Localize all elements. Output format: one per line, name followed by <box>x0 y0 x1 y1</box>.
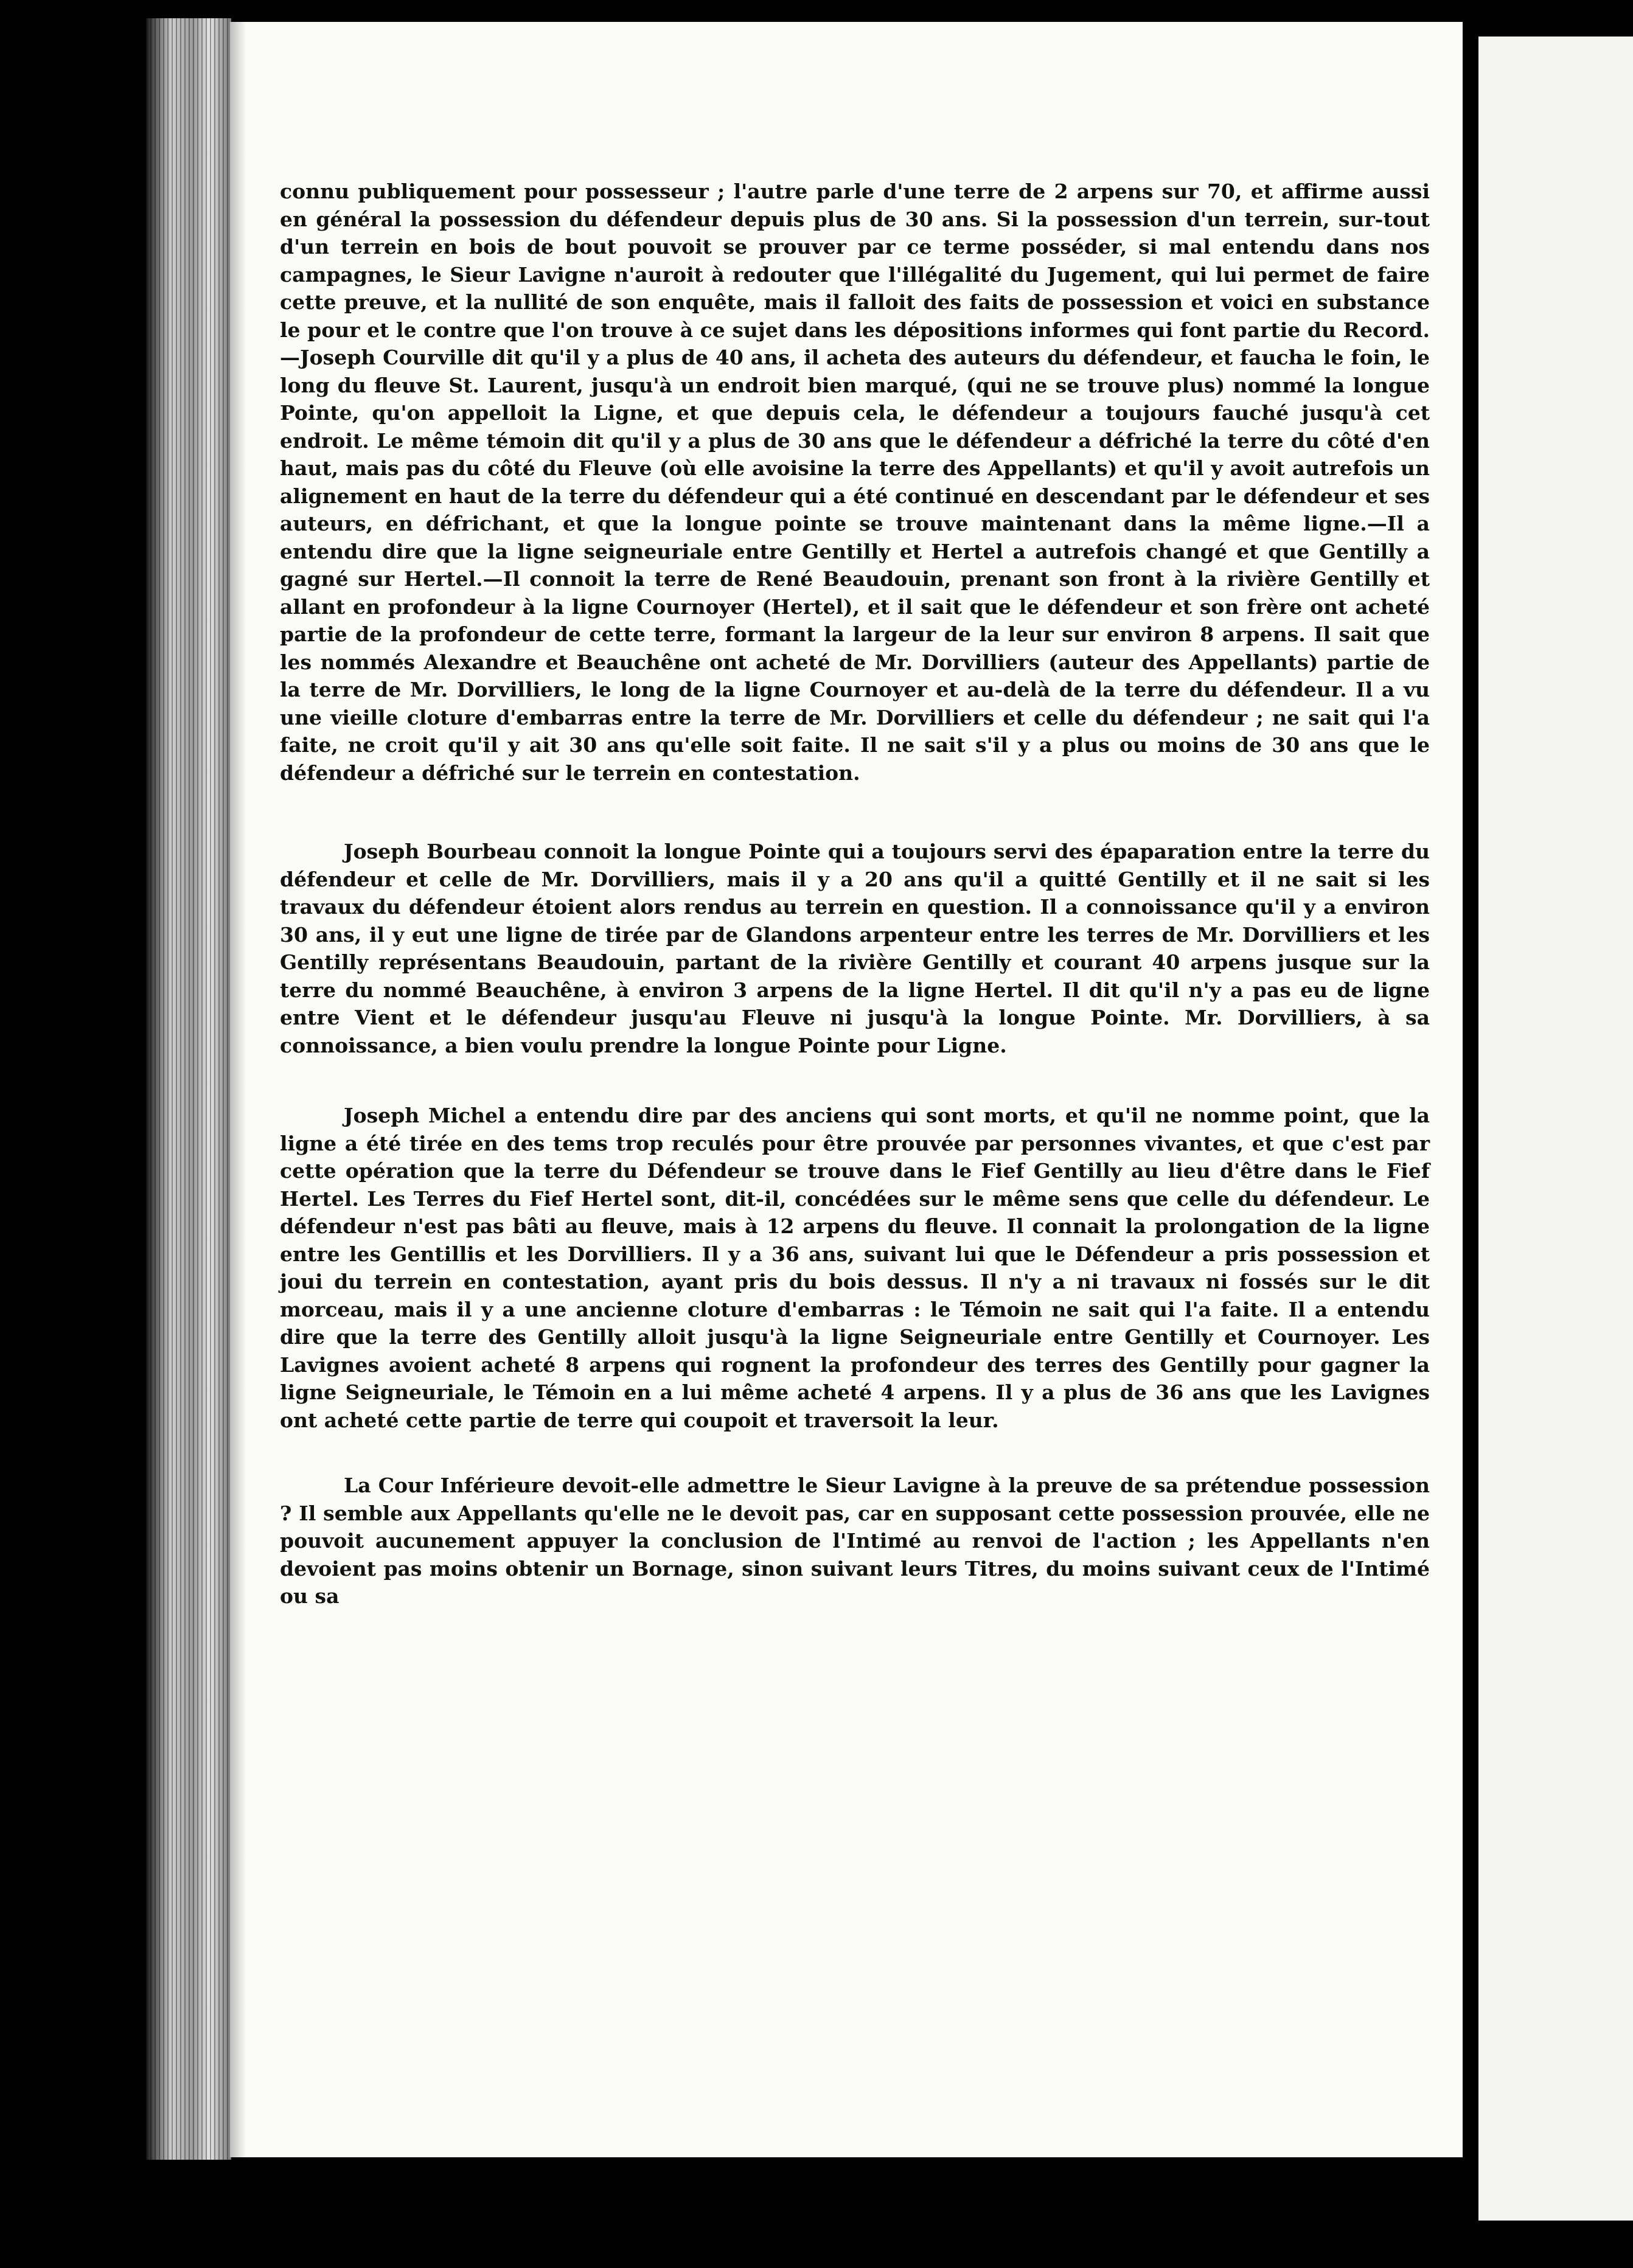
document-body <box>280 178 1430 1610</box>
book-page-edges <box>146 18 231 2160</box>
paragraph-continued: connu publiquement pour possesseur ; l'autre parle d'une terre de 2 arpens sur 70, et affirme aussi en général la possession du défendeur depuis plus de 30 ans. Si la possession d'un terrein, sur-tout d'un terrein en bois de bout pouvoit se prouver par ce terme posséder, si mal entendu dans nos campagnes, le Sieur Lavigne n'auroit à redouter que l'illégalité du Jugement, qui lui permet de faire cette preuve, et la nullité de son enquête, mais il falloit des faits de possession et voici en substance le pour et le contre que l'on trouve à ce sujet dans les dépositions informes qui font partie du Record.—Joseph Courville dit qu'il y a plus de 40 ans, il acheta des auteurs du défendeur, et faucha le foin, le long du fleuve St. Laurent, jusqu'à un endroit bien marqué, (qui ne se trouve plus) nommé la longue Pointe, qu'on appelloit la Ligne, et que depuis cela, le défendeur a toujours fauché jusqu'à cet endroit. Le même témoin dit qu'il y a plus de 30 ans que le défendeur a défriché la terre du côté d'en haut, mais pas du côté du Fleuve (où elle avoisine la terre des Appellants) et qu'il y avoit autrefois un alignement en haut de la terre du défendeur qui a été continué en descendant par le défendeur et ses auteurs, en défrichant, et que la longue pointe se trouve maintenant dans la même ligne.—Il a entendu dire que la ligne seigneuriale entre Gentilly et Hertel a autrefois changé et que Gentilly a gagné sur Hertel.—Il connoit la terre de René Beaudouin, prenant son front à la rivière Gentilly et allant en profondeur à la ligne Cournoyer (Hertel), et il sait que le défendeur et son frère ont acheté partie de la profondeur de cette terre, formant la largeur de la leur sur environ 8 arpens. Il sait que les nommés Alexandre et Beauchêne ont acheté de Mr. Dorvilliers (auteur des Appellants) partie de la terre de Mr. Dorvilliers, le long de la ligne Cournoyer et au-delà de la terre du défendeur. Il a vu une vieille cloture d'embarras entre la terre de Mr. Dorvilliers et celle du défendeur ; ne sait qui l'a faite, ne croit qu'il y ait 30 ans qu'elle soit faite. Il ne sait s'il y a plus ou moins de 30 ans que le défendeur a défriché sur le terrein en contestation. <box>280 179 1430 785</box>
paragraph-gap <box>280 787 1430 838</box>
paragraph-gap <box>280 1059 1430 1102</box>
paragraph-michel: Joseph Michel a entendu dire par des anciens qui sont morts, et qu'il ne nomme point, que la ligne a été tirée en des tems trop reculés pour être prouvée par personnes vivantes, et que c'est par cette opération que la terre du Défendeur se trouve dans le Fief Gentilly au lieu d'être dans le Fief Hertel. Les Terres du Fief Hertel sont, dit-il, concédées sur le même sens que celle du défendeur. Le défendeur n'est pas bâti au fleuve, mais à 12 arpens du fleuve. Il connait la prolongation de la ligne entre les Gentillis et les Dorvilliers. Il y a 36 ans, suivant lui que le Défendeur a pris possession et joui du terrein en contestation, ayant pris du bois dessus. Il n'y a ni travaux ni fossés sur le dit morceau, mais il y a une ancienne cloture d'embarras : le Témoin ne sait qui l'a faite. Il a entendu dire que la terre des Gentilly alloit jusqu'à la ligne Seigneuriale entre Gentilly et Cournoyer. Les Lavignes avoient acheté 8 arpens qui rognent la profondeur des terres des Gentilly pour gagner la ligne Seigneuriale, le Témoin en a lui même acheté 4 arpens. Il y a plus de 36 ans que les Lavignes ont acheté cette partie de terre qui coupoit et traversoit la leur. <box>280 1104 1430 1432</box>
paragraph-cour-inferieure: La Cour Inférieure devoit-elle admettre le Sieur Lavigne à la preuve de sa prétendue possession ? Il semble aux Appellants qu'elle ne le devoit pas, car en supposant cette possession prouvée, elle ne pouvoit aucunement appuyer la conclusion de l'Intimé au renvoi de l'action ; les Appellants n'en devoient pas moins obtenir un Bornage, sinon suivant leurs Titres, du moins suivant ceux de l'Intimé ou sa <box>280 1473 1430 1608</box>
adjacent-page <box>1478 37 1633 2221</box>
paragraph-gap <box>280 1434 1430 1472</box>
paragraph-bourbeau: Joseph Bourbeau connoit la longue Pointe qui a toujours servi des épaparation entre la terre du défendeur et celle de Mr. Dorvilliers, mais il y a 20 ans qu'il a quitté Gentilly et il ne sait si les travaux du défendeur étoient alors rendus au terrein en question. Il a connoissance qu'il y a environ 30 ans, il y eut une ligne de tirée par de Glandons arpenteur entre les terres de Mr. Dorvilliers et les Gentilly représentans Beaudouin, partant de la rivière Gentilly et courant 40 arpens jusque sur la terre du nommé Beauchêne, à environ 3 arpens de la ligne Hertel. Il dit qu'il n'y a pas eu de ligne entre Vient et le défendeur jusqu'au Fleuve ni jusqu'à la longue Pointe. Mr. Dorvilliers, à sa connoissance, a bien voulu prendre la longue Pointe pour Ligne. <box>280 840 1430 1057</box>
